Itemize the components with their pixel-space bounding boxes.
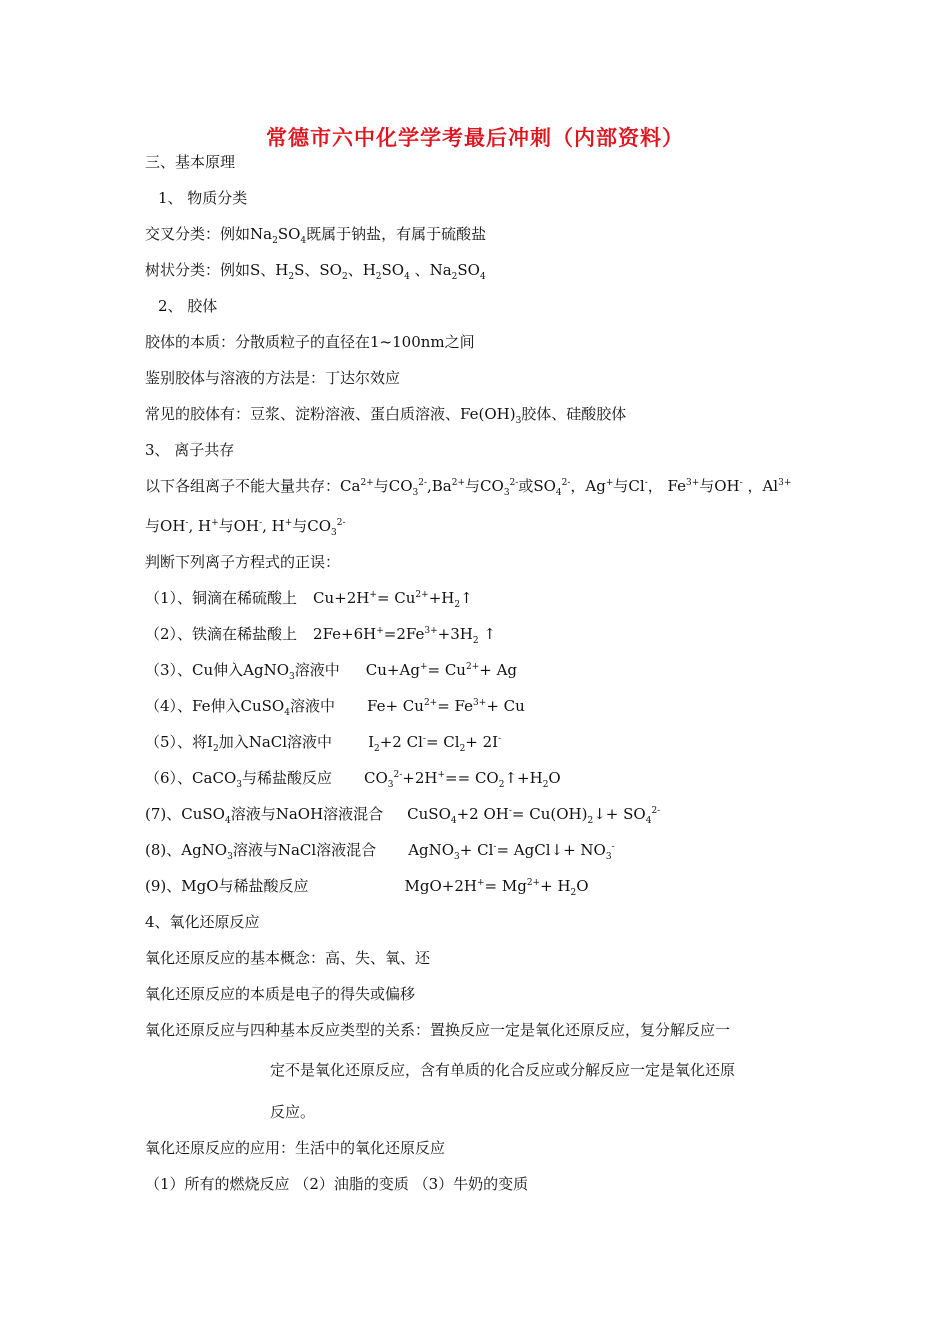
equation-6: （6）、CaCO$_3$与稀盐酸反应 $CO_3^{2-}+2H^+==$ $CO_2↑+H_2O$ (145, 769, 561, 790)
text-redox-relation-end: 反应。 (270, 1103, 316, 1121)
equation-5: （5）、将$I_2$加入NaCl溶液中 $I_2+2$ $Cl^-= Cl_2+ 2I^-$ (145, 733, 502, 754)
text-judge-equations: 判断下列离子方程式的正误： (145, 553, 341, 571)
equation-1: （1）、铜滴在稀硫酸上 $Cu+2H^+= Cu^{2+}+H_2↑$ (145, 589, 473, 610)
text-redox-examples: （1）所有的燃烧反应 （2）油脂的变质 （3）牛奶的变质 (145, 1175, 529, 1193)
text-redox-application: 氧化还原反应的应用：生活中的氧化还原反应 (145, 1139, 446, 1157)
text-tree-classification: 树状分类：例如S、$H_2S$、$SO_2$、$H_2SO_4$ 、$Na_2SO_4$ (145, 261, 486, 282)
subheading-colloid: 2、 胶体 (158, 297, 218, 315)
page-title: 常德市六中化学学考最后冲刺（内部资料） (266, 125, 684, 150)
equation-3: （3）、Cu伸入AgNO$_3$溶液中 $Cu+Ag^+= Cu^{2+}+ Ag$ (145, 661, 518, 682)
section-heading-basic-principles: 三、基本原理 (145, 153, 236, 171)
equation-2: （2）、铁滴在稀盐酸上 $2Fe+6H^+=2Fe^{3+}+3H_2$ ↑ (145, 625, 496, 646)
equation-8: (8)、AgNO$_3$溶液与NaCl溶液混合 AgNO$_3$+ Cl-= AgCl↓+ $NO_3^-$ (145, 841, 615, 862)
subheading-redox: 4、氧化还原反应 (145, 913, 260, 931)
equation-7: (7)、CuSO$_4$溶液与NaOH溶液混合 CuSO$_4$+2 $OH^-= Cu(OH)_2↓+ SO_4^{2-}$ (145, 805, 661, 826)
text-cross-classification: 交叉分类：例如$Na_2SO_4$既属于钠盐，有属于硫酸盐 (145, 225, 487, 246)
text-ion-groups: 以下各组离子不能大量共存：$Ca^{2+}$与$CO_3^{2-},Ba^{2+}$与$CO_3^{2-}$或$SO_4^{2-}$，Ag+与Cl-， $Fe^{3+}$与OH- ，$Al^{3+}$ (145, 477, 792, 498)
equation-4: （4）、Fe伸入CuSO$_4$溶液中 $Fe+ Cu^{2+}= Fe^{3+}+ Cu$ (145, 697, 525, 718)
text-redox-relation: 氧化还原反应与四种基本反应类型的关系：置换反应一定是氧化还原反应，复分解反应一 (145, 1021, 731, 1039)
subheading-classification: 1、 物质分类 (158, 189, 248, 207)
text-redox-essence: 氧化还原反应的本质是电子的得失或偏移 (145, 985, 416, 1003)
text-redox-concepts: 氧化还原反应的基本概念：高、失、氧、还 (145, 949, 431, 967)
text-common-colloids: 常见的胶体有：豆浆、淀粉溶液、蛋白质溶液、$Fe(OH)_3$胶体、硅酸胶体 (145, 405, 627, 426)
subheading-ion-coexistence: 3、 离子共存 (145, 441, 235, 459)
text-colloid-essence: 胶体的本质：分散质粒子的直径在1~100nm之间 (145, 333, 475, 351)
text-redox-relation-cont: 定不是氧化还原反应，含有单质的化合反应或分解反应一定是氧化还原 (270, 1061, 736, 1079)
text-ion-groups-cont: 与OH-, H+与OH-, H+与$CO_3^{2-}$ (145, 517, 346, 538)
text-colloid-identification: 鉴别胶体与溶液的方法是：丁达尔效应 (145, 369, 401, 387)
equation-9: (9)、MgO与稀盐酸反应 $MgO+2H^+= Mg^{2+}+ H_2O$ (145, 877, 589, 898)
